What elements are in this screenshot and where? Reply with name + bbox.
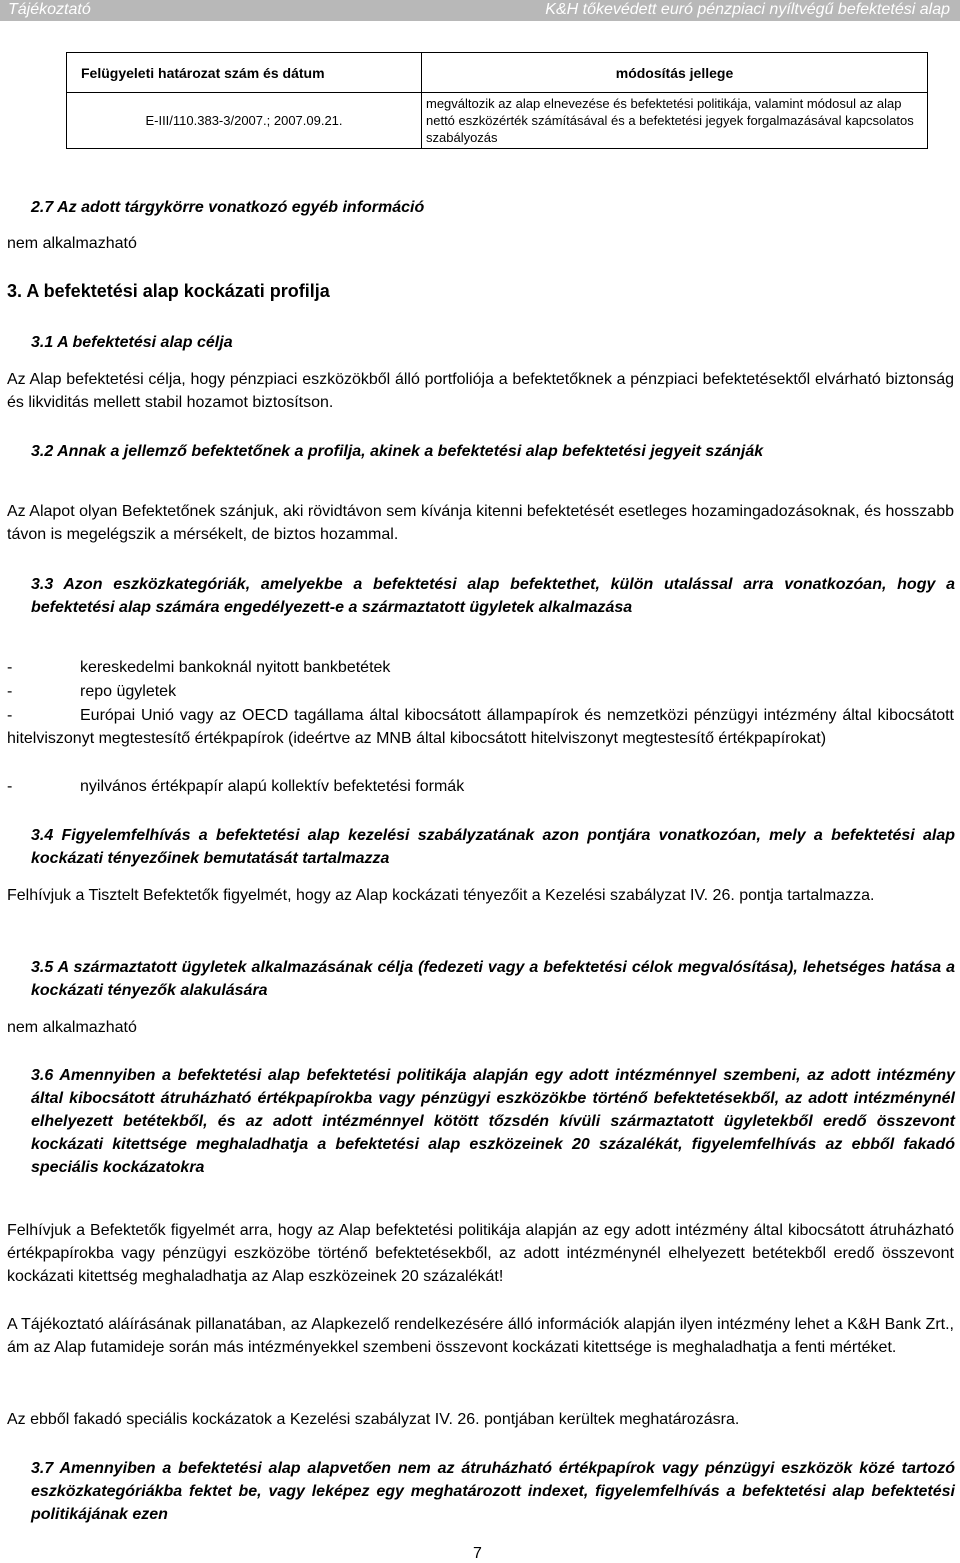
- table-cell-decision: E-III/110.383-3/2007.; 2007.09.21.: [67, 93, 422, 149]
- section-2-7-title: 2.7 Az adott tárgykörre vonatkozó egyéb információ: [31, 199, 425, 216]
- list-dash: -: [7, 659, 13, 676]
- section-3-3-title: 3.3 Azon eszközkategóriák, amelyekbe a befektetési alap befektethet, külön utalással arra vonatkozóan, hogy a befektetési alap számára engedélyezett-e a származtatott ügyletek alkalmazása: [31, 576, 955, 616]
- list-item: [7, 680, 954, 703]
- header-right-title: K&H tőkevédett euró pénzpiaci nyíltvégű befektetési alap: [545, 1, 950, 18]
- section-3-1-title: 3.1 A befektetési alap célja: [31, 334, 233, 351]
- section-3-5-title: 3.5 A származtatott ügyletek alkalmazásának célja (fedezeti vagy a befektetési célok megvalósítása), lehetséges hatása a kockázati tényezők alakulására: [31, 959, 955, 999]
- section-3-5-body: nem alkalmazható: [7, 1019, 137, 1036]
- list-item: [7, 775, 954, 798]
- section-3-4-body: Felhívjuk a Tisztelt Befektetők figyelmét, hogy az Alap kockázati tényezőit a Kezelési szabályzat IV. 26. pontja tartalmazza.: [7, 887, 875, 904]
- list-item: [7, 704, 954, 750]
- section-3-2-title: 3.2 Annak a jellemző befektetőnek a profilja, akinek a befektetési alap befektetési jegyeit szánják: [31, 443, 764, 460]
- section-3-6-body-3: Az ebből fakadó speciális kockázatok a Kezelési szabályzat IV. 26. pontjában kerültek meghatározásra.: [7, 1411, 740, 1428]
- section-3-7-title: 3.7 Amennyiben a befektetési alap alapvetően nem az átruházható értékpapírok vagy pénzügyi eszközök közé tartozó eszközkategóriákba fektet be, vagy leképez egy meghatározott indexet, figyelemfelhívás a befektetési alap befektetési politikájának ezen: [31, 1460, 955, 1523]
- table-header-decision: Felügyeleti határozat szám és dátum: [67, 53, 422, 93]
- section-3-6-body-2: A Tájékoztató aláírásának pillanatában, az Alapkezelő rendelkezésére álló információk alapján ilyen intézmény lehet a K&H Bank Zrt., ám az Alap futamideje során más intézményekkel szembeni összevont kockázati kitettsége is meghaladhatja a fenti mértéket.: [7, 1316, 954, 1356]
- page-number: 7: [473, 1545, 482, 1562]
- header-left-title: Tájékoztató: [8, 1, 91, 18]
- section-3-4-title: 3.4 Figyelemfelhívás a befektetési alap kezelési szabályzatának azon pontjára vonatkozóan, mely a befektetési alap kockázati tényezőinek bemutatását tartalmazza: [31, 827, 955, 867]
- section-3-6-title: 3.6 Amennyiben a befektetési alap befektetési politikája alapján egy adott intézménnyel szembeni, az adott intézmény által kibocsátott átruházható értékpapírokba vagy pénzügyi eszközökbe történő befektetésekből, az adott intézménynél elhelyezett betétekből, és az adott intézménnyel kötött tőzsdén kívüli származtatott ügyletekből eredő összevont kockázati kitettsége meghaladhatja a befektetési alap eszközeinek 20 százalékát, figyelemfelhívás az ebből fakadó speciális kockázatokra: [31, 1067, 955, 1176]
- section-2-7-body: nem alkalmazható: [7, 235, 137, 252]
- list-dash: -: [7, 778, 13, 795]
- section-3-6-body-1: Felhívjuk a Befektetők figyelmét arra, hogy az Alap befektetési politikája alapján az egy adott intézmény által kibocsátott átruházható értékpapírokba vagy pénzügyi eszközöbe történő befektetésekből, az adott intézménynél elhelyezett betétekből eredő összevont kockázati kitettség meghaladhatja az Alap eszközeinek 20 százalékát!: [7, 1222, 954, 1285]
- list-item-text: repo ügyletek: [80, 683, 177, 700]
- list-item: [7, 656, 954, 679]
- section-3-1-body: Az Alap befektetési célja, hogy pénzpiaci eszközökből álló portfoliója a befektetőknek a pénzpiaci befektetésektől elvárható biztonság és likviditás mellett stabil hozamot biztosítson.: [7, 371, 954, 411]
- table-cell-modification: megváltozik az alap elnevezése és befektetési politikája, valamint módosul az alap nettó eszközérték számításával és a befektetési jegyek forgalmazásával kapcsolatos szabályozás: [422, 93, 928, 149]
- page-header: [0, 0, 960, 21]
- table-header-modification: módosítás jellege: [422, 53, 928, 93]
- list-item-text: kereskedelmi bankoknál nyitott bankbetétek: [80, 659, 391, 676]
- list-dash: -: [7, 683, 13, 700]
- table-row: [67, 93, 928, 149]
- modification-table: [66, 52, 928, 149]
- list-item-text: Európai Unió vagy az OECD tagállama által kibocsátott állampapírok és nemzetközi pénzügyi intézmény által kibocsátott hitelviszonyt megtestesítő értékpapírok (ideértve az MNB által kibocsátott hitelviszonyt megtestesítő értékpapírokat): [7, 707, 954, 747]
- list-dash: -: [7, 707, 13, 724]
- table-header-row: [67, 53, 928, 93]
- list-item-text: nyilvános értékpapír alapú kollektív befektetési formák: [80, 778, 465, 795]
- section-3-title: 3. A befektetési alap kockázati profilja: [7, 281, 330, 301]
- section-3-2-body: Az Alapot olyan Befektetőnek szánjuk, aki rövidtávon sem kívánja kitenni befektetését esetleges hozamingadozásoknak, és hosszabb távon is megelégszik a mérsékelt, de biztos hozammal.: [7, 503, 954, 543]
